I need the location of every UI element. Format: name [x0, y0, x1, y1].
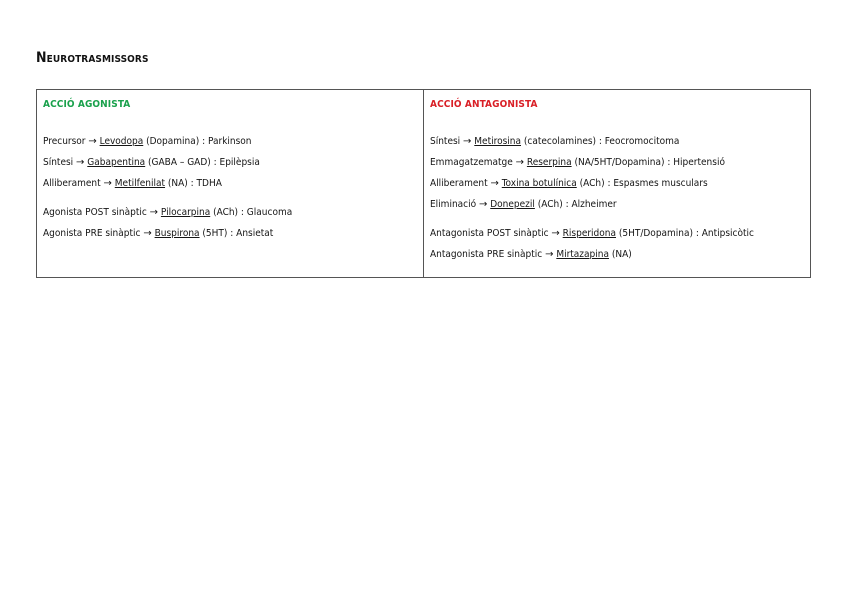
drug-details: (ACh) : Glaucoma: [210, 207, 293, 218]
drug-name: Gabapentina: [87, 157, 146, 168]
drug-name: Metirosina: [474, 136, 521, 147]
drug-name: Risperidona: [562, 228, 616, 239]
mechanism-label: Emmagatzematge: [430, 157, 513, 168]
antagonist-column: [424, 90, 810, 277]
mechanism-label: Eliminació: [430, 199, 477, 210]
drug-name: Mirtazapina: [556, 249, 609, 260]
antagonist-entry: [430, 173, 810, 194]
mechanism-label: Precursor: [43, 136, 86, 147]
mechanism-label: Agonista PRE sinàptic: [43, 228, 141, 239]
antagonist-entry: [430, 152, 810, 173]
arrow-right-icon: →: [463, 136, 472, 147]
drug-name: Metilfenilat: [114, 178, 166, 189]
arrow-right-icon: →: [490, 178, 499, 189]
drug-details: (GABA – GAD) : Epilèpsia: [145, 157, 260, 168]
arrow-right-icon: →: [545, 249, 554, 260]
drug-details: (Dopamina) : Parkinson: [143, 136, 252, 147]
mechanism-label: Agonista POST sinàptic: [43, 207, 147, 218]
antagonist-entry: [430, 223, 810, 244]
antagonist-entry: [430, 244, 810, 265]
neurotransmitter-table: [36, 89, 811, 278]
agonist-entry: [43, 131, 423, 152]
antagonist-group: [430, 131, 810, 215]
drug-name: Pilocarpina: [160, 207, 211, 218]
drug-name: Levodopa: [99, 136, 144, 147]
agonist-header: ACCIÓ AGONISTA: [43, 99, 131, 110]
arrow-right-icon: →: [143, 228, 152, 239]
arrow-right-icon: →: [515, 157, 525, 168]
arrow-right-icon: →: [88, 136, 97, 147]
agonist-entry: [43, 202, 423, 223]
drug-details: (ACh) : Espasmes musculars: [576, 178, 708, 189]
mechanism-label: Antagonista PRE sinàptic: [430, 249, 543, 260]
mechanism-label: Síntesi: [430, 136, 461, 147]
antagonist-header: ACCIÓ ANTAGONISTA: [430, 99, 538, 110]
drug-name: Donepezil: [490, 199, 535, 210]
drug-name: Buspirona: [154, 228, 200, 239]
arrow-right-icon: →: [149, 207, 159, 218]
arrow-right-icon: →: [551, 228, 560, 239]
agonist-column: [37, 90, 424, 277]
drug-details: (5HT) : Ansietat: [199, 228, 274, 239]
agonist-group: [43, 202, 423, 244]
arrow-right-icon: →: [76, 157, 85, 168]
mechanism-label: Alliberament: [430, 178, 488, 189]
agonist-entry: [43, 173, 423, 194]
drug-details: (catecolamines) : Feocromocitoma: [521, 136, 680, 147]
agonist-entry: [43, 152, 423, 173]
agonist-groups: [43, 131, 423, 244]
page-title: Neurotrasmissors: [36, 50, 149, 66]
drug-details: (ACh) : Alzheimer: [534, 199, 617, 210]
drug-details: (NA): [608, 249, 632, 260]
drug-details: (NA/5HT/Dopamina) : Hipertensió: [571, 157, 725, 168]
mechanism-label: Antagonista POST sinàptic: [430, 228, 549, 239]
arrow-right-icon: →: [478, 199, 488, 210]
antagonist-groups: [430, 131, 810, 265]
antagonist-group: [430, 223, 810, 265]
drug-name: Reserpina: [526, 157, 572, 168]
drug-name: Toxina botulínica: [501, 178, 577, 189]
antagonist-entry: [430, 131, 810, 152]
mechanism-label: Alliberament: [43, 178, 101, 189]
mechanism-label: Síntesi: [43, 157, 74, 168]
agonist-entry: [43, 223, 423, 244]
drug-details: (5HT/Dopamina) : Antipsicòtic: [616, 228, 754, 239]
drug-details: (NA) : TDHA: [165, 178, 222, 189]
arrow-right-icon: →: [103, 178, 112, 189]
antagonist-entry: [430, 194, 810, 215]
agonist-group: [43, 131, 423, 194]
